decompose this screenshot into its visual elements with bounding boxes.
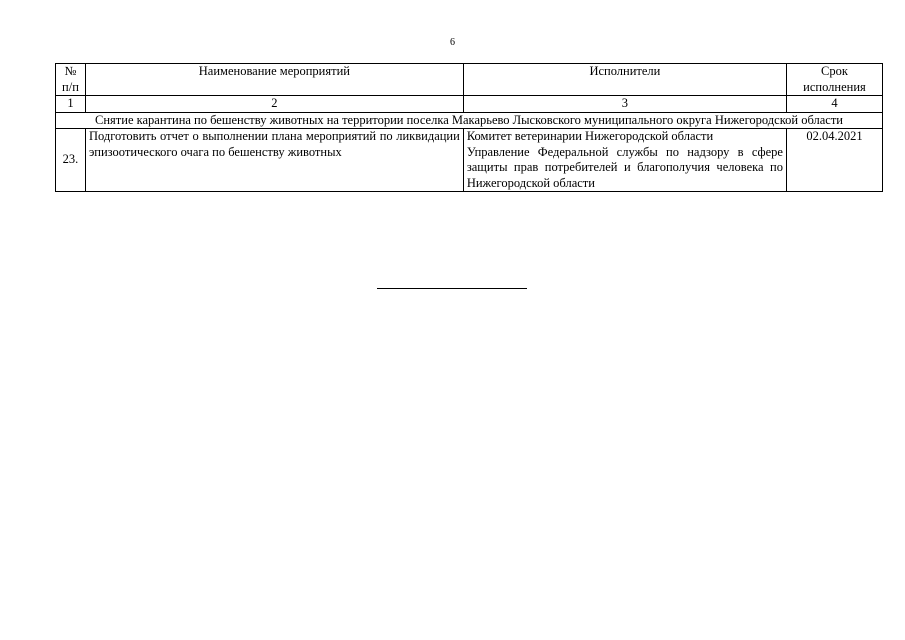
column-number-3: 3 [463, 96, 786, 113]
executor-1: Комитет ветеринарии Нижегородской области [466, 129, 714, 143]
signature-separator-line [377, 288, 527, 289]
header-term: Срок исполнения [786, 64, 882, 96]
section-title: Снятие карантина по бешенству животных на территории поселка Макарьево Лысковского муниципального округа Нижегородской области [56, 112, 883, 129]
header-num: № п/п [56, 64, 86, 96]
column-number-1: 1 [56, 96, 86, 113]
section-row [56, 112, 883, 129]
page-number: 6 [450, 37, 455, 48]
row-name: Подготовить отчет о выполнении плана мероприятий по ликвидации эпизоотического очага по бешенству животных [85, 129, 463, 192]
header-row [56, 64, 883, 96]
row-num: 23. [56, 129, 86, 192]
executor-2: Управление Федеральной службы по надзору в сфере защиты прав потребителей и благополучия человека по Нижегородской области [466, 144, 783, 190]
row-executors [463, 129, 786, 192]
header-name: Наименование мероприятий [85, 64, 463, 96]
column-number-2: 2 [85, 96, 463, 113]
row-term: 02.04.2021 [786, 129, 882, 192]
table-row [56, 129, 883, 192]
column-number-row [56, 96, 883, 113]
column-number-4: 4 [786, 96, 882, 113]
action-plan-table [55, 63, 883, 192]
header-executors: Исполнители [463, 64, 786, 96]
